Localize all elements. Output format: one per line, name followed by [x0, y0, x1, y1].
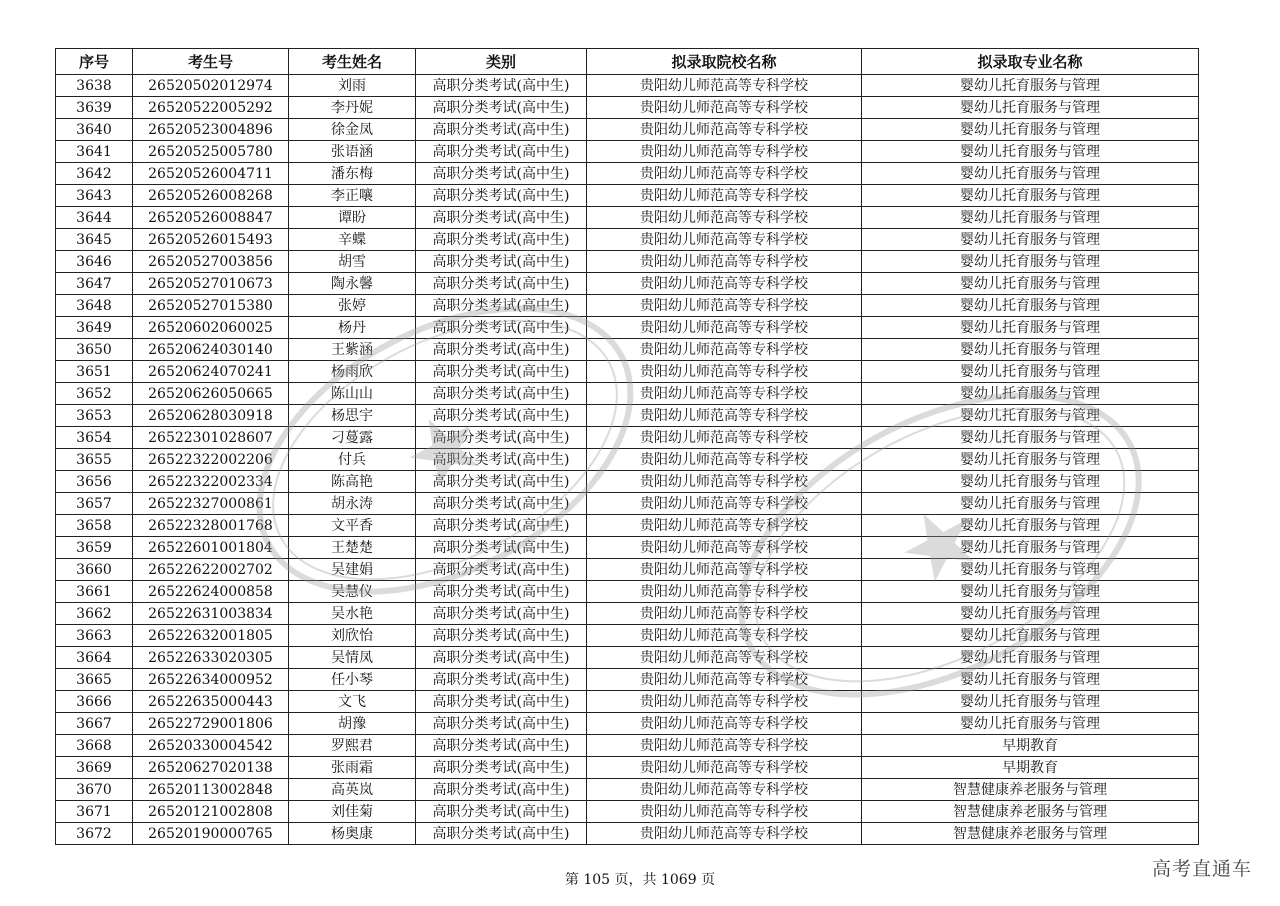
cell-seq: 3668: [56, 735, 133, 757]
cell-seq: 3667: [56, 713, 133, 735]
cell-school: 贵阳幼儿师范高等专科学校: [587, 361, 862, 383]
cell-name: 王楚楚: [289, 537, 416, 559]
cell-category: 高职分类考试(高中生): [416, 559, 587, 581]
table-row: [56, 801, 1199, 823]
cell-exam-no: 26522322002206: [133, 449, 289, 471]
cell-seq: 3664: [56, 647, 133, 669]
cell-school: 贵阳幼儿师范高等专科学校: [587, 383, 862, 405]
cell-name: 吴情凤: [289, 647, 416, 669]
cell-major: 婴幼儿托育服务与管理: [862, 119, 1199, 141]
cell-category: 高职分类考试(高中生): [416, 339, 587, 361]
cell-name: 徐金凤: [289, 119, 416, 141]
cell-major: 婴幼儿托育服务与管理: [862, 647, 1199, 669]
cell-name: 张语涵: [289, 141, 416, 163]
table-row: [56, 537, 1199, 559]
cell-major: 婴幼儿托育服务与管理: [862, 449, 1199, 471]
cell-exam-no: 26520624030140: [133, 339, 289, 361]
table-row: [56, 647, 1199, 669]
cell-name: 杨奥康: [289, 823, 416, 845]
cell-seq: 3645: [56, 229, 133, 251]
cell-school: 贵阳幼儿师范高等专科学校: [587, 581, 862, 603]
cell-exam-no: 26520525005780: [133, 141, 289, 163]
cell-school: 贵阳幼儿师范高等专科学校: [587, 647, 862, 669]
cell-school: 贵阳幼儿师范高等专科学校: [587, 537, 862, 559]
cell-name: 文飞: [289, 691, 416, 713]
cell-name: 李正嚷: [289, 185, 416, 207]
table-row: [56, 163, 1199, 185]
cell-name: 任小琴: [289, 669, 416, 691]
table-row: [56, 119, 1199, 141]
cell-name: 胡永涛: [289, 493, 416, 515]
table-row: [56, 449, 1199, 471]
cell-category: 高职分类考试(高中生): [416, 471, 587, 493]
cell-major: 婴幼儿托育服务与管理: [862, 251, 1199, 273]
cell-seq: 3655: [56, 449, 133, 471]
cell-school: 贵阳幼儿师范高等专科学校: [587, 449, 862, 471]
table-row: [56, 779, 1199, 801]
cell-school: 贵阳幼儿师范高等专科学校: [587, 141, 862, 163]
cell-category: 高职分类考试(高中生): [416, 669, 587, 691]
cell-major: 智慧健康养老服务与管理: [862, 801, 1199, 823]
cell-exam-no: 26522328001768: [133, 515, 289, 537]
cell-name: 辛蝶: [289, 229, 416, 251]
table-row: [56, 75, 1199, 97]
cell-major: 婴幼儿托育服务与管理: [862, 273, 1199, 295]
cell-major: 婴幼儿托育服务与管理: [862, 317, 1199, 339]
cell-category: 高职分类考试(高中生): [416, 757, 587, 779]
admission-table: [55, 48, 1199, 845]
cell-major: 早期教育: [862, 735, 1199, 757]
cell-category: 高职分类考试(高中生): [416, 251, 587, 273]
cell-name: 刁蔓露: [289, 427, 416, 449]
cell-name: 王紫涵: [289, 339, 416, 361]
cell-name: 胡雪: [289, 251, 416, 273]
cell-major: 婴幼儿托育服务与管理: [862, 163, 1199, 185]
cell-category: 高职分类考试(高中生): [416, 383, 587, 405]
table-row: [56, 229, 1199, 251]
table-row: [56, 207, 1199, 229]
cell-category: 高职分类考试(高中生): [416, 97, 587, 119]
cell-name: 刘欣怡: [289, 625, 416, 647]
cell-school: 贵阳幼儿师范高等专科学校: [587, 273, 862, 295]
table-row: [56, 735, 1199, 757]
cell-exam-no: 26522635000443: [133, 691, 289, 713]
cell-school: 贵阳幼儿师范高等专科学校: [587, 97, 862, 119]
cell-seq: 3652: [56, 383, 133, 405]
cell-exam-no: 26520523004896: [133, 119, 289, 141]
table-row: [56, 361, 1199, 383]
cell-major: 婴幼儿托育服务与管理: [862, 669, 1199, 691]
table-row: [56, 559, 1199, 581]
table-row: [56, 713, 1199, 735]
cell-seq: 3647: [56, 273, 133, 295]
cell-category: 高职分类考试(高中生): [416, 537, 587, 559]
cell-school: 贵阳幼儿师范高等专科学校: [587, 515, 862, 537]
cell-exam-no: 26520527003856: [133, 251, 289, 273]
cell-major: 婴幼儿托育服务与管理: [862, 625, 1199, 647]
table-row: [56, 185, 1199, 207]
cell-category: 高职分类考试(高中生): [416, 317, 587, 339]
table-row: [56, 273, 1199, 295]
cell-category: 高职分类考试(高中生): [416, 625, 587, 647]
cell-exam-no: 26520526015493: [133, 229, 289, 251]
cell-exam-no: 26522624000858: [133, 581, 289, 603]
cell-school: 贵阳幼儿师范高等专科学校: [587, 163, 862, 185]
cell-category: 高职分类考试(高中生): [416, 449, 587, 471]
cell-major: 婴幼儿托育服务与管理: [862, 471, 1199, 493]
cell-school: 贵阳幼儿师范高等专科学校: [587, 405, 862, 427]
cell-seq: 3648: [56, 295, 133, 317]
cell-exam-no: 26520526008847: [133, 207, 289, 229]
cell-category: 高职分类考试(高中生): [416, 119, 587, 141]
cell-seq: 3656: [56, 471, 133, 493]
cell-category: 高职分类考试(高中生): [416, 273, 587, 295]
cell-major: 婴幼儿托育服务与管理: [862, 493, 1199, 515]
table-row: [56, 339, 1199, 361]
cell-major: 婴幼儿托育服务与管理: [862, 427, 1199, 449]
cell-name: 潘东梅: [289, 163, 416, 185]
cell-major: 婴幼儿托育服务与管理: [862, 229, 1199, 251]
cell-exam-no: 26522632001805: [133, 625, 289, 647]
cell-seq: 3671: [56, 801, 133, 823]
table-row: [56, 141, 1199, 163]
cell-school: 贵阳幼儿师范高等专科学校: [587, 119, 862, 141]
table-row: [56, 581, 1199, 603]
source-watermark: 高考直通车: [1151, 858, 1252, 880]
cell-exam-no: 26520527010673: [133, 273, 289, 295]
cell-name: 吴建娟: [289, 559, 416, 581]
cell-exam-no: 26520113002848: [133, 779, 289, 801]
cell-exam-no: 26520190000765: [133, 823, 289, 845]
table-row: [56, 405, 1199, 427]
cell-school: 贵阳幼儿师范高等专科学校: [587, 669, 862, 691]
cell-seq: 3663: [56, 625, 133, 647]
cell-name: 杨雨欣: [289, 361, 416, 383]
cell-school: 贵阳幼儿师范高等专科学校: [587, 317, 862, 339]
cell-category: 高职分类考试(高中生): [416, 405, 587, 427]
cell-category: 高职分类考试(高中生): [416, 141, 587, 163]
cell-exam-no: 26520121002808: [133, 801, 289, 823]
cell-category: 高职分类考试(高中生): [416, 229, 587, 251]
header-name: 考生姓名: [289, 49, 416, 75]
table-header-row: [56, 49, 1199, 75]
cell-category: 高职分类考试(高中生): [416, 647, 587, 669]
cell-seq: 3653: [56, 405, 133, 427]
table-row: [56, 427, 1199, 449]
cell-seq: 3672: [56, 823, 133, 845]
cell-category: 高职分类考试(高中生): [416, 823, 587, 845]
cell-school: 贵阳幼儿师范高等专科学校: [587, 757, 862, 779]
cell-exam-no: 26520502012974: [133, 75, 289, 97]
cell-category: 高职分类考试(高中生): [416, 603, 587, 625]
cell-major: 婴幼儿托育服务与管理: [862, 97, 1199, 119]
cell-exam-no: 26522622002702: [133, 559, 289, 581]
cell-category: 高职分类考试(高中生): [416, 515, 587, 537]
cell-school: 贵阳幼儿师范高等专科学校: [587, 207, 862, 229]
table-row: [56, 251, 1199, 273]
cell-exam-no: 26520526008268: [133, 185, 289, 207]
cell-school: 贵阳幼儿师范高等专科学校: [587, 493, 862, 515]
cell-school: 贵阳幼儿师范高等专科学校: [587, 691, 862, 713]
cell-exam-no: 26520526004711: [133, 163, 289, 185]
cell-name: 陈山山: [289, 383, 416, 405]
cell-seq: 3658: [56, 515, 133, 537]
cell-exam-no: 26520627020138: [133, 757, 289, 779]
cell-category: 高职分类考试(高中生): [416, 185, 587, 207]
cell-seq: 3639: [56, 97, 133, 119]
cell-major: 智慧健康养老服务与管理: [862, 779, 1199, 801]
cell-school: 贵阳幼儿师范高等专科学校: [587, 427, 862, 449]
cell-name: 吴水艳: [289, 603, 416, 625]
cell-seq: 3644: [56, 207, 133, 229]
cell-name: 胡豫: [289, 713, 416, 735]
cell-major: 婴幼儿托育服务与管理: [862, 141, 1199, 163]
cell-major: 婴幼儿托育服务与管理: [862, 207, 1199, 229]
table-row: [56, 317, 1199, 339]
cell-name: 文平香: [289, 515, 416, 537]
cell-school: 贵阳幼儿师范高等专科学校: [587, 339, 862, 361]
cell-seq: 3670: [56, 779, 133, 801]
table-row: [56, 669, 1199, 691]
cell-category: 高职分类考试(高中生): [416, 581, 587, 603]
cell-exam-no: 26522634000952: [133, 669, 289, 691]
cell-exam-no: 26522322002334: [133, 471, 289, 493]
table-row: [56, 603, 1199, 625]
cell-name: 张雨霜: [289, 757, 416, 779]
cell-school: 贵阳幼儿师范高等专科学校: [587, 603, 862, 625]
cell-major: 早期教育: [862, 757, 1199, 779]
cell-category: 高职分类考试(高中生): [416, 735, 587, 757]
cell-category: 高职分类考试(高中生): [416, 295, 587, 317]
cell-school: 贵阳幼儿师范高等专科学校: [587, 713, 862, 735]
header-category: 类别: [416, 49, 587, 75]
cell-category: 高职分类考试(高中生): [416, 691, 587, 713]
cell-exam-no: 26520602060025: [133, 317, 289, 339]
cell-name: 刘佳菊: [289, 801, 416, 823]
cell-name: 张婷: [289, 295, 416, 317]
cell-exam-no: 26522631003834: [133, 603, 289, 625]
header-major: 拟录取专业名称: [862, 49, 1199, 75]
cell-school: 贵阳幼儿师范高等专科学校: [587, 801, 862, 823]
cell-exam-no: 26522601001804: [133, 537, 289, 559]
cell-exam-no: 26520522005292: [133, 97, 289, 119]
cell-exam-no: 26520628030918: [133, 405, 289, 427]
cell-school: 贵阳幼儿师范高等专科学校: [587, 185, 862, 207]
table-row: [56, 823, 1199, 845]
cell-seq: 3643: [56, 185, 133, 207]
cell-seq: 3661: [56, 581, 133, 603]
cell-major: 婴幼儿托育服务与管理: [862, 295, 1199, 317]
cell-exam-no: 26522729001806: [133, 713, 289, 735]
cell-exam-no: 26522327000861: [133, 493, 289, 515]
cell-name: 杨丹: [289, 317, 416, 339]
table-row: [56, 295, 1199, 317]
cell-seq: 3654: [56, 427, 133, 449]
cell-category: 高职分类考试(高中生): [416, 361, 587, 383]
cell-school: 贵阳幼儿师范高等专科学校: [587, 559, 862, 581]
cell-major: 婴幼儿托育服务与管理: [862, 383, 1199, 405]
cell-seq: 3641: [56, 141, 133, 163]
table-row: [56, 493, 1199, 515]
cell-category: 高职分类考试(高中生): [416, 713, 587, 735]
cell-name: 罗熙君: [289, 735, 416, 757]
cell-seq: 3657: [56, 493, 133, 515]
cell-school: 贵阳幼儿师范高等专科学校: [587, 295, 862, 317]
cell-name: 李丹妮: [289, 97, 416, 119]
cell-seq: 3649: [56, 317, 133, 339]
cell-major: 婴幼儿托育服务与管理: [862, 405, 1199, 427]
cell-seq: 3646: [56, 251, 133, 273]
cell-category: 高职分类考试(高中生): [416, 163, 587, 185]
cell-category: 高职分类考试(高中生): [416, 779, 587, 801]
cell-name: 吴慧仪: [289, 581, 416, 603]
table-body: [56, 75, 1199, 845]
table-row: [56, 757, 1199, 779]
cell-seq: 3660: [56, 559, 133, 581]
cell-school: 贵阳幼儿师范高等专科学校: [587, 471, 862, 493]
header-school: 拟录取院校名称: [587, 49, 862, 75]
cell-school: 贵阳幼儿师范高等专科学校: [587, 229, 862, 251]
cell-major: 婴幼儿托育服务与管理: [862, 361, 1199, 383]
cell-seq: 3642: [56, 163, 133, 185]
cell-major: 婴幼儿托育服务与管理: [862, 339, 1199, 361]
cell-category: 高职分类考试(高中生): [416, 493, 587, 515]
cell-major: 婴幼儿托育服务与管理: [862, 185, 1199, 207]
cell-seq: 3669: [56, 757, 133, 779]
cell-name: 杨思宇: [289, 405, 416, 427]
cell-name: 陶永馨: [289, 273, 416, 295]
table-row: [56, 97, 1199, 119]
cell-school: 贵阳幼儿师范高等专科学校: [587, 625, 862, 647]
cell-category: 高职分类考试(高中生): [416, 207, 587, 229]
cell-seq: 3666: [56, 691, 133, 713]
cell-major: 婴幼儿托育服务与管理: [862, 581, 1199, 603]
cell-seq: 3651: [56, 361, 133, 383]
cell-exam-no: 26522301028607: [133, 427, 289, 449]
cell-name: 付兵: [289, 449, 416, 471]
cell-category: 高职分类考试(高中生): [416, 427, 587, 449]
header-exam-no: 考生号: [133, 49, 289, 75]
cell-name: 陈高艳: [289, 471, 416, 493]
cell-name: 高英岚: [289, 779, 416, 801]
table-row: [56, 691, 1199, 713]
cell-school: 贵阳幼儿师范高等专科学校: [587, 823, 862, 845]
page-footer: 第 105 页，共 1069 页: [564, 872, 716, 888]
cell-seq: 3662: [56, 603, 133, 625]
cell-major: 婴幼儿托育服务与管理: [862, 515, 1199, 537]
cell-school: 贵阳幼儿师范高等专科学校: [587, 75, 862, 97]
cell-exam-no: 26520330004542: [133, 735, 289, 757]
cell-major: 婴幼儿托育服务与管理: [862, 537, 1199, 559]
cell-seq: 3650: [56, 339, 133, 361]
cell-major: 婴幼儿托育服务与管理: [862, 75, 1199, 97]
cell-major: 婴幼儿托育服务与管理: [862, 603, 1199, 625]
cell-name: 谭盼: [289, 207, 416, 229]
header-seq: 序号: [56, 49, 133, 75]
table-row: [56, 471, 1199, 493]
cell-name: 刘雨: [289, 75, 416, 97]
table-row: [56, 515, 1199, 537]
cell-seq: 3640: [56, 119, 133, 141]
cell-seq: 3638: [56, 75, 133, 97]
cell-school: 贵阳幼儿师范高等专科学校: [587, 735, 862, 757]
cell-exam-no: 26520527015380: [133, 295, 289, 317]
cell-major: 婴幼儿托育服务与管理: [862, 713, 1199, 735]
table-row: [56, 625, 1199, 647]
cell-school: 贵阳幼儿师范高等专科学校: [587, 251, 862, 273]
cell-major: 智慧健康养老服务与管理: [862, 823, 1199, 845]
cell-exam-no: 26520624070241: [133, 361, 289, 383]
cell-major: 婴幼儿托育服务与管理: [862, 559, 1199, 581]
table-row: [56, 383, 1199, 405]
cell-category: 高职分类考试(高中生): [416, 75, 587, 97]
cell-seq: 3665: [56, 669, 133, 691]
cell-major: 婴幼儿托育服务与管理: [862, 691, 1199, 713]
cell-school: 贵阳幼儿师范高等专科学校: [587, 779, 862, 801]
cell-seq: 3659: [56, 537, 133, 559]
cell-exam-no: 26520626050665: [133, 383, 289, 405]
cell-category: 高职分类考试(高中生): [416, 801, 587, 823]
cell-exam-no: 26522633020305: [133, 647, 289, 669]
